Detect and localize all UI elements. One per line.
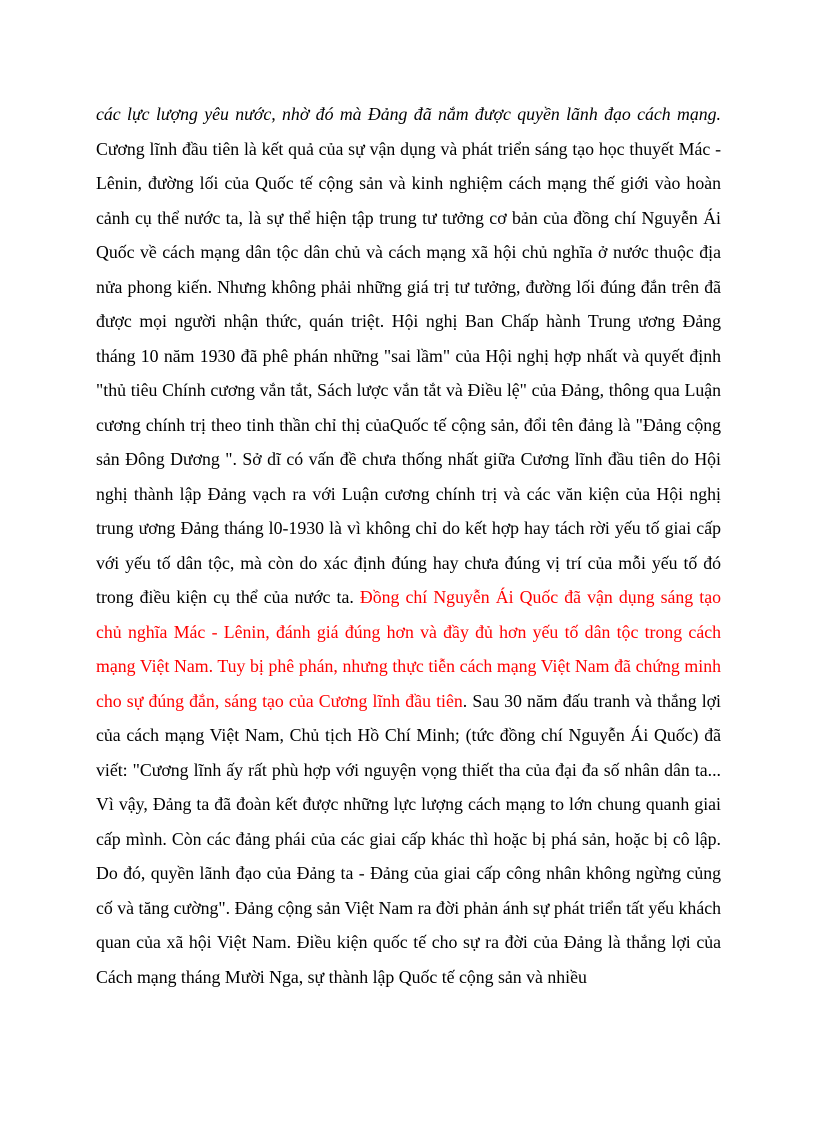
body-text-part-1: Cương lĩnh đầu tiên là kết quả của sự vận dụng và phát triển sáng tạo học thuyết Mác - Lênin, đường lối của Quốc tế cộng sản và kinh nghiệm cách mạng thế giới vào hoàn cảnh cụ thể nước ta, là sự thể hiện tập trung tư tưởng cơ bản của đồng chí Nguyễn Ái Quốc về cách mạng dân tộc dân chủ và cách mạng xã hội chủ nghĩa ở nước thuộc địa nửa phong kiến. Nhưng không phải những giá trị tư tưởng, đường lối đúng đắn trên đã được mọi người nhận thức, quán triệt. Hội nghị Ban Chấp hành Trung ương Đảng tháng 10 năm 1930 đã phê phán những "sai lầm" của Hội nghị hợp nhất và quyết định "thủ tiêu Chính cương vắn tắt, Sách lược vắn tắt và Điều lệ" của Đảng, thông qua Luận cương chính trị theo tinh thần chỉ thị củaQuốc tế cộng sản, đổi tên đảng là "Đảng cộng sản Đông Dương ". Sở dĩ có vấn đề chưa thống nhất giữa Cương lĩnh đầu tiên do Hội nghị thành lập Đảng vạch ra với Luận cương chính trị và các văn kiện của Hội nghị trung ương Đảng tháng l0-1930 là vì không chỉ do kết hợp hay tách rời yếu tố giai cấp với yếu tố dân tộc, mà còn do xác định đúng hay chưa đúng vị trí của mỗi yếu tố đó trong điều kiện cụ thể của nước ta.: [96, 138, 721, 607]
document-page: [96, 97, 721, 994]
highlighted-red-text: Đồng chí Nguyễn Ái Quốc đã vận dụng sáng tạo chủ nghĩa Mác - Lênin, đánh giá đúng hơn và đầy đủ hơn yếu tố dân tộc trong cách mạng Việt Nam. Tuy bị phê phán, nhưng thực tiễn cách mạng Việt Nam đã chứng minh cho sự đúng đắn, sáng tạo của Cương lĩnh đầu tiên: [96, 587, 722, 711]
body-paragraph: [96, 97, 721, 994]
italic-intro-text: các lực lượng yêu nước, nhờ đó mà Đảng đã nắm được quyền lãnh đạo cách mạng.: [96, 104, 721, 124]
body-text-part-2: . Sau 30 năm đấu tranh và thắng lợi của cách mạng Việt Nam, Chủ tịch Hồ Chí Minh; (tức đồng chí Nguyễn Ái Quốc) đã viết: "Cương lĩnh ấy rất phù hợp với nguyện vọng thiết tha của đại đa số nhân dân ta... Vì vậy, Đảng ta đã đoàn kết được những lực lượng cách mạng to lớn chung quanh giai cấp mình. Còn các đảng phái của các giai cấp khác thì hoặc bị phá sản, hoặc bị cô lập. Do đó, quyền lãnh đạo của Đảng ta - Đảng của giai cấp công nhân không ngừng củng cố và tăng cường". Đảng cộng sản Việt Nam ra đời phản ánh sự phát triển tất yếu khách quan của xã hội Việt Nam. Điều kiện quốc tế cho sự ra đời của Đảng là thắng lợi của Cách mạng tháng Mười Nga, sự thành lập Quốc tế cộng sản và nhiều: [96, 690, 721, 987]
